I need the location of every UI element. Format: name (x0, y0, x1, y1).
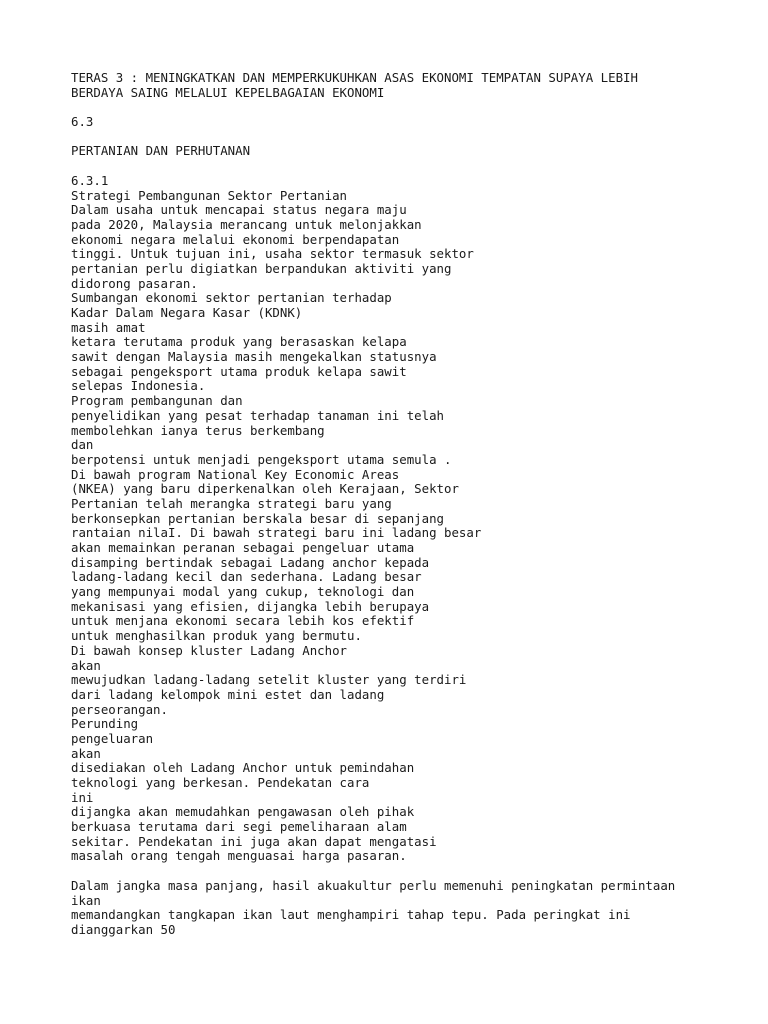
text-line: untuk menghasilkan produk yang bermutu. (71, 628, 362, 644)
text-line: untuk menjana ekonomi secara lebih kos efektif (71, 613, 415, 629)
text-line: Di bawah program National Key Economic Areas (71, 466, 400, 482)
text-line: ini (71, 789, 94, 805)
text-line: ladang-ladang kecil dan sederhana. Ladang besar (71, 569, 422, 585)
text-line: Dalam usaha untuk mencapai status negara maju (71, 202, 407, 218)
text-line: membolehkan ianya terus berkembang (71, 422, 325, 438)
text-line: ikan (71, 892, 101, 908)
text-line: Kadar Dalam Negara Kasar (KDNK) (71, 305, 303, 320)
text-line: tinggi. Untuk tujuan ini, usaha sektor termasuk sektor (71, 246, 474, 262)
text-line: Strategi Pembangunan Sektor Pertanian (71, 187, 348, 203)
text-line: memandangkan tangkapan ikan laut menghampiri tahap tepu. Pada peringkat ini (71, 907, 631, 923)
text-line: sawit dengan Malaysia masih mengekalkan statusnya (71, 349, 437, 365)
text-line: pertanian perlu digiatkan berpandukan aktiviti yang (71, 260, 452, 276)
text-line: berpotensi untuk menjadi pengeksport utama semula . (71, 451, 452, 467)
blank-line (71, 100, 761, 115)
text-line: pengeluaran (71, 730, 154, 746)
text-line: Perunding (71, 716, 139, 732)
text-line: dijangka akan memudahkan pengawasan oleh pihak (71, 804, 415, 820)
text-line: berkonsepkan pertanian berskala besar di sepanjang (71, 510, 444, 526)
text-line: Dalam jangka masa panjang, hasil akuakultur perlu memenuhi peningkatan permintaan (71, 877, 676, 893)
text-line: (NKEA) yang baru diperkenalkan oleh Kerajaan, Sektor (71, 481, 459, 497)
text-line: mewujudkan ladang-ladang setelit kluster yang terdiri (71, 672, 467, 688)
text-line: penyelidikan yang pesat terhadap tanaman ini telah (71, 407, 444, 423)
text-line: BERDAYA SAING MELALUI KEPELBAGAIAN EKONOMI (71, 84, 385, 100)
text-line: sekitar. Pendekatan ini juga akan dapat mengatasi (71, 833, 437, 849)
text-line: Di bawah konsep kluster Ladang Anchor (71, 642, 348, 658)
text-line: 6.3 (71, 114, 94, 130)
text-line: PERTANIAN DAN PERHUTANAN (71, 143, 251, 159)
text-line: selepas Indonesia. (71, 378, 206, 394)
text-line: masalah orang tengah menguasai harga pasaran. (71, 848, 407, 864)
blank-line (71, 864, 761, 879)
text-line: akan (71, 657, 101, 673)
text-line: yang mempunyai modal yang cukup, teknologi dan (71, 584, 415, 600)
blank-line (71, 130, 761, 145)
text-line: ekonomi negara melalui ekonomi berpendapatan (71, 231, 400, 247)
text-line: disediakan oleh Ladang Anchor untuk pemindahan (71, 760, 415, 776)
text-line: masih amat (71, 319, 146, 335)
text-line: dan (71, 437, 94, 453)
text-line: pada 2020, Malaysia merancang untuk melonjakkan (71, 216, 422, 232)
text-line: TERAS 3 : MENINGKATKAN DAN MEMPERKUKUHKAN ASAS EKONOMI TEMPATAN SUPAYA LEBIH (71, 70, 638, 85)
text-line: dari ladang kelompok mini estet dan ladang (71, 686, 385, 702)
text-line: mekanisasi yang efisien, dijangka lebih berupaya (71, 598, 430, 614)
text-line: akan memainkan peranan sebagai pengeluar utama (71, 540, 415, 555)
text-line: Program pembangunan dan (71, 393, 243, 409)
text-line: didorong pasaran. (71, 275, 198, 291)
text-line: disamping bertindak sebagai Ladang anchor kepada (71, 554, 430, 570)
text-line: 6.3.1 (71, 172, 109, 188)
text-line: sebagai pengeksport utama produk kelapa sawit (71, 363, 407, 379)
text-line: Pertanian telah merangka strategi baru yang (71, 495, 392, 511)
text-line: dianggarkan 50 (71, 921, 176, 937)
text-line: ketara terutama produk yang berasaskan kelapa (71, 334, 407, 350)
text-line: Sumbangan ekonomi sektor pertanian terhadap (71, 290, 392, 306)
text-line: perseorangan. (71, 701, 168, 717)
text-line: teknologi yang berkesan. Pendekatan cara (71, 775, 370, 790)
blank-line (71, 159, 761, 174)
text-line: akan (71, 745, 101, 761)
text-line: berkuasa terutama dari segi pemeliharaan alam (71, 819, 407, 835)
text-line: rantaian nilaI. Di bawah strategi baru ini ladang besar (71, 525, 482, 541)
document-body (71, 71, 761, 938)
